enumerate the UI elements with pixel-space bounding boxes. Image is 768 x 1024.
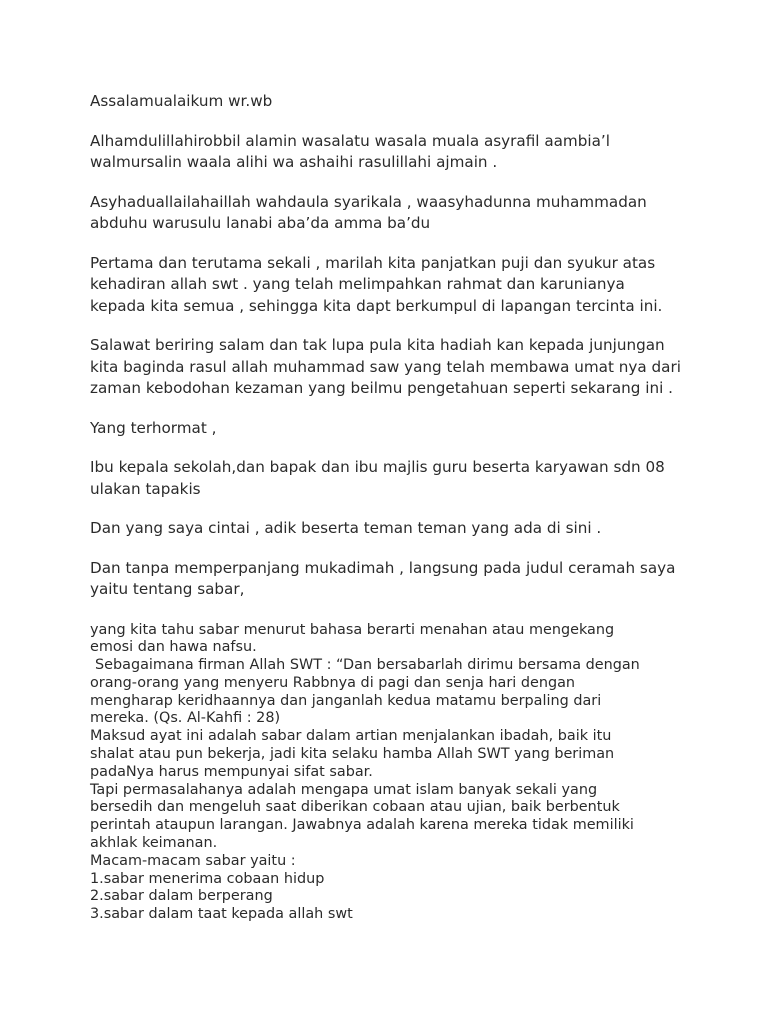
paragraph-line: kepada kita semua , sehingga kita dapt berkumpul di lapangan tercinta ini. (90, 296, 663, 315)
paragraph-line: Dan yang saya cintai , adik beserta teman teman yang ada di sini . (90, 519, 602, 537)
paragraph-line: Ibu kepala sekolah,dan bapak dan ibu majlis guru beserta karyawan sdn 08 (90, 458, 665, 476)
list-item: 2.sabar dalam berperang (90, 888, 273, 905)
paragraph-line: emosi dan hawa nafsu. (90, 639, 257, 656)
paragraph-line: mereka. (Qs. Al-Kahfi : 28) (90, 710, 281, 727)
document-body (90, 91, 690, 924)
paragraph-line: bersedih dan mengeluh saat diberikan cobaan atau ujian, baik berbentuk (90, 799, 620, 816)
paragraph-line: kehadiran allah swt . yang telah melimpahkan rahmat dan karunianya (90, 275, 625, 293)
paragraph-line: Pertama dan terutama sekali , marilah kita panjatkan puji dan syukur atas (90, 253, 656, 272)
paragraph-school-staff (90, 457, 690, 500)
list-heading: Macam-macam sabar yaitu : (90, 852, 296, 869)
paragraph-line: Alhamdulillahirobbil alamin wasalatu wasala muala asyrafil aambia’l (90, 131, 610, 150)
paragraph-line: Yang terhormat , (90, 418, 217, 437)
paragraph-line: yang kita tahu sabar menurut bahasa berarti menahan atau mengekang (90, 621, 615, 638)
paragraph-verse-meaning (90, 728, 690, 781)
paragraph-line: shalat atau pun bekerja, jadi kita selaku hamba Allah SWT yang beriman (90, 746, 615, 763)
paragraph-line: perintah ataupun larangan. Jawabnya adalah karena mereka tidak memiliki (90, 817, 634, 834)
paragraph-line: walmursalin waala alihi wa ashaihi rasulillahi ajmain . (90, 153, 498, 171)
list-item: 1.sabar menerima cobaan hidup (90, 870, 325, 887)
paragraph-topic (90, 558, 690, 601)
paragraph-line: Maksud ayat ini adalah sabar dalam artian menjalankan ibadah, baik itu (90, 728, 612, 745)
paragraph-line: Tapi permasalahanya adalah mengapa umat islam banyak sekali yang (90, 781, 598, 798)
paragraph-line: mengharap keridhaannya dan janganlah kedua matamu berpaling dari (90, 692, 602, 709)
paragraph-salawat (90, 335, 690, 400)
paragraph-line: akhlak keimanan. (90, 835, 218, 852)
paragraph-line: padaNya harus mempunyai sifat sabar. (90, 763, 373, 780)
paragraph-line: Salawat beriring salam dan tak lupa pula kita hadiah kan kepada junjungan (90, 336, 665, 354)
paragraph-line: abduhu warusulu lanabi aba’da amma ba’du (90, 214, 431, 232)
paragraph-sabar-definition (90, 622, 690, 729)
paragraph-line: orang-orang yang menyeru Rabbnya di pagi dan senja hari dengan (90, 674, 576, 691)
greeting (90, 91, 690, 113)
list-item: 3.sabar dalam taat kepada allah swt (90, 906, 353, 923)
greeting-text: Assalamualaikum wr.wb (90, 92, 273, 110)
paragraph-students (90, 518, 690, 540)
paragraph-line: kita baginda rasul allah muhammad saw yang telah membawa umat nya dari (90, 357, 681, 376)
paragraph-line: ulakan tapakis (90, 479, 201, 498)
list-types-of-sabar (90, 853, 690, 924)
paragraph-line: yaitu tentang sabar, (90, 580, 245, 598)
paragraph-line: Dan tanpa memperpanjang mukadimah , langsung pada judul ceramah saya (90, 558, 676, 577)
paragraph-syahadat (90, 192, 690, 235)
paragraph-line: Asyhaduallailahaillah wahdaula syarikala , waasyhadunna muhammadan (90, 192, 647, 211)
paragraph-gratitude (90, 253, 690, 318)
paragraph-problem (90, 782, 690, 853)
paragraph-opening-praise (90, 131, 690, 174)
paragraph-honored (90, 418, 690, 440)
paragraph-line: zaman kebodohan kezaman yang beilmu pengetahuan seperti sekarang ini . (90, 379, 673, 397)
paragraph-line: Sebagaimana firman Allah SWT : “Dan bersabarlah dirimu bersama dengan (95, 657, 640, 674)
